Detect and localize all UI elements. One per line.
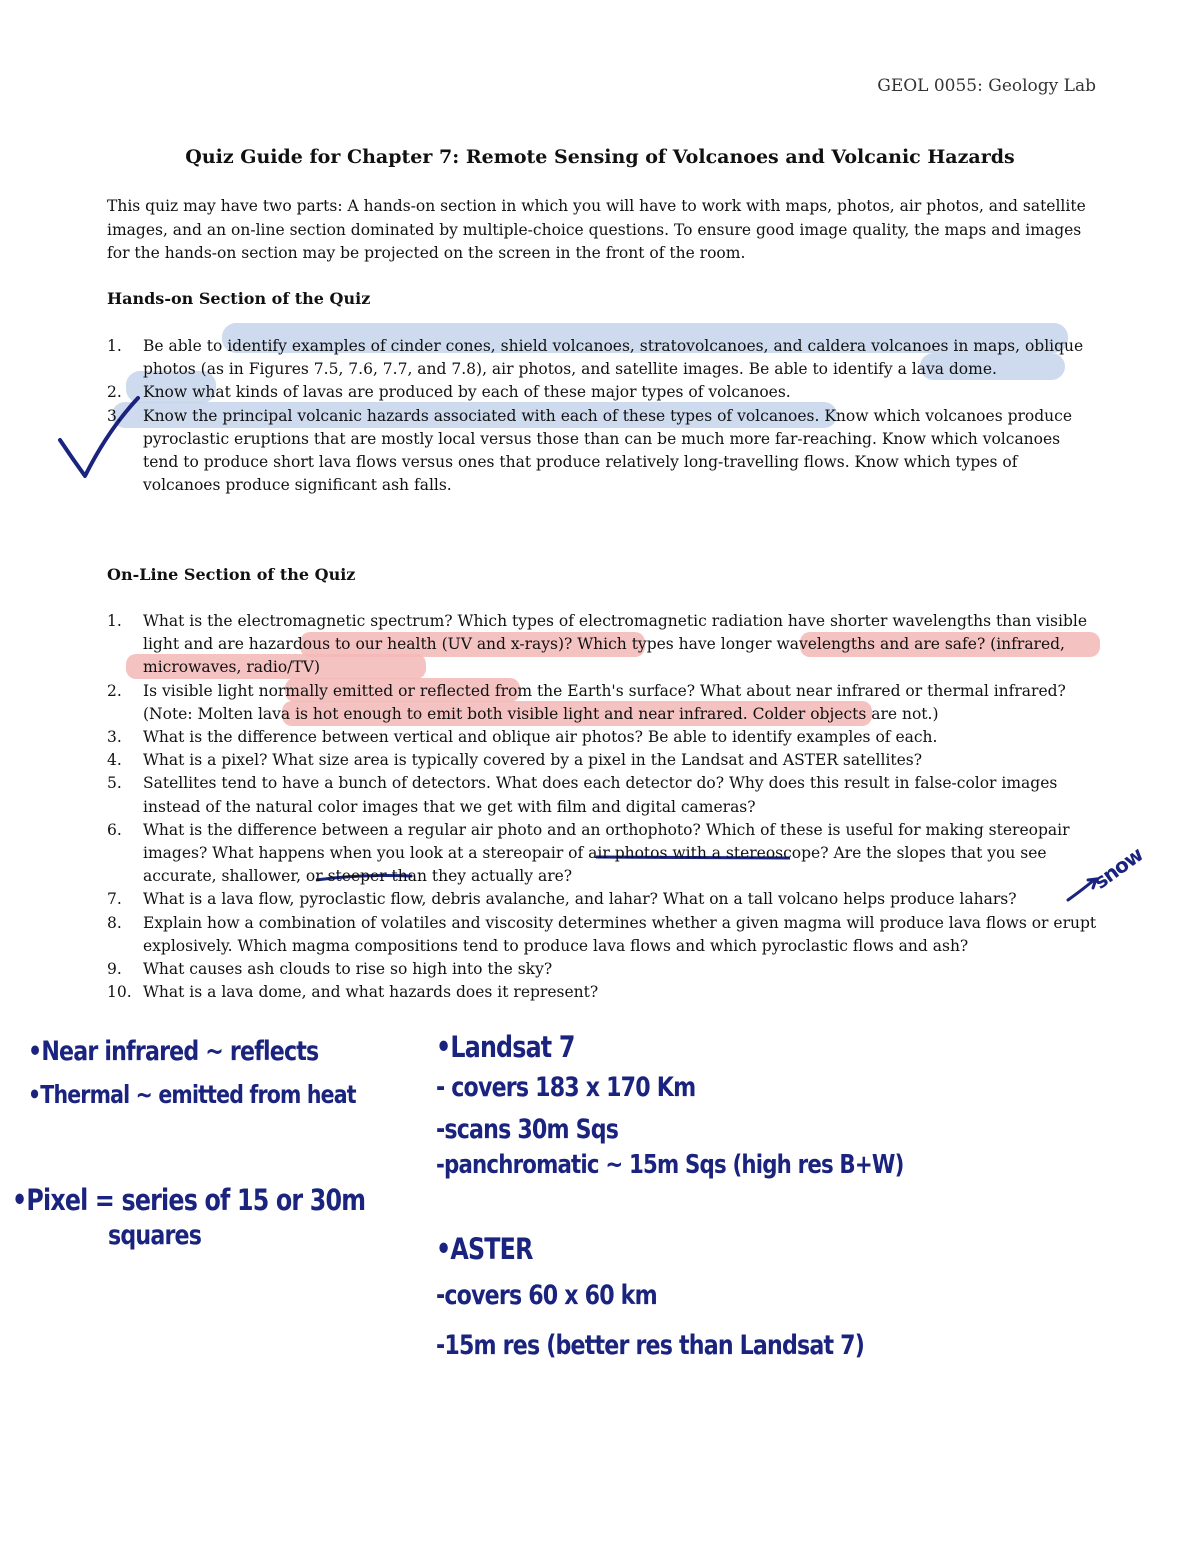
list-item <box>107 335 1097 381</box>
item-number: 7. <box>107 890 122 909</box>
handwritten-note: -covers 60 x 60 km <box>436 1280 657 1311</box>
online-list <box>107 610 1097 1004</box>
item-text: What causes ash clouds to rise so high into the sky? <box>143 960 553 979</box>
handwritten-note: •Landsat 7 <box>436 1030 575 1064</box>
item-number: 10. <box>107 983 132 1002</box>
handwritten-note: -scans 30m Sqs <box>436 1114 619 1145</box>
course-header: GEOL 0055: Geology Lab <box>877 76 1096 96</box>
list-item <box>107 958 1097 981</box>
handwritten-note: •Thermal ~ emitted from heat <box>28 1080 356 1109</box>
hands-on-list <box>107 335 1097 497</box>
section-heading-hands-on: Hands-on Section of the Quiz <box>107 289 371 308</box>
handwritten-note: - covers 183 x 170 Km <box>436 1072 696 1103</box>
handwritten-note: •ASTER <box>436 1232 533 1266</box>
list-item <box>107 912 1097 958</box>
list-item <box>107 680 1097 726</box>
item-text: What is the difference between a regular air photo and an orthophoto? Which of these is useful for making stereopair images? What happens when you look at a stereopair of air photos with a stereoscope? Are the slopes that you see accurate, shallower, or steeper than they actually are? <box>143 820 1070 886</box>
item-text: Know the principal volcanic hazards associated with each of these types of volcanoes. Know which volcanoes produce pyroclastic eruptions that are mostly local versus those than can be much more far-reaching. Know which volcanoes tend to produce short lava flows versus ones that produce relatively long-travelling flows. Know which types of volcanoes produce significant ash falls. <box>143 406 1072 495</box>
item-number: 5. <box>107 774 122 793</box>
item-number: 6. <box>107 820 122 839</box>
item-number: 2. <box>107 383 122 402</box>
item-text: What is the electromagnetic spectrum? Which types of electromagnetic radiation have shorter wavelengths than visible light and are hazardous to our health (UV and x-rays)? Which types have longer wavelengths and are safe? (infrared, microwaves, radio/TV) <box>143 612 1087 677</box>
list-item <box>107 819 1097 889</box>
list-item <box>107 610 1097 680</box>
item-text: Be able to identify examples of cinder cones, shield volcanoes, stratovolcanoes, and caldera volcanoes in maps, oblique photos (as in Figures 7.5, 7.6, 7.7, and 7.8), air photos, and satellite images. Be able to identify a lava dome. <box>143 337 1084 379</box>
item-text: Know what kinds of lavas are produced by each of these major types of volcanoes. <box>143 383 791 402</box>
item-text: Satellites tend to have a bunch of detectors. What does each detector do? Why does this result in false-color images instead of the natural color images that we get with film and digital cameras? <box>143 774 1058 816</box>
item-text: What is a lava flow, pyroclastic flow, debris avalanche, and lahar? What on a tall volcano helps produce lahars? <box>143 890 1017 909</box>
item-text: What is a pixel? What size area is typically covered by a pixel in the Landsat and ASTER satellites? <box>143 751 923 770</box>
handwritten-note: •Pixel = series of 15 or 30m <box>12 1183 366 1217</box>
handwritten-note: squares <box>108 1220 202 1251</box>
intro-paragraph: This quiz may have two parts: A hands-on section in which you will have to work with maps, photos, air photos, and satellite images, and an on-line section dominated by multiple-choice questions. To ensure good image quality, the maps and images for the hands-on section may be projected on the screen in the front of the room. <box>107 197 1086 262</box>
item-text: What is a lava dome, and what hazards does it represent? <box>143 983 599 1002</box>
handwritten-note: snow <box>1088 842 1148 894</box>
item-number: 2. <box>107 681 122 700</box>
list-item <box>107 888 1097 911</box>
page-title: Quiz Guide for Chapter 7: Remote Sensing of Volcanoes and Volcanic Hazards <box>185 146 1015 168</box>
item-number: 8. <box>107 913 122 932</box>
item-number: 4. <box>107 751 122 770</box>
list-item <box>107 981 1097 1004</box>
list-item <box>107 381 1097 404</box>
item-number: 1. <box>107 612 122 630</box>
item-text: Explain how a combination of volatiles and viscosity determines whether a given magma will produce lava flows or erupt explosively. Which magma compositions tend to produce lava flows and which pyroclastic flows and ash? <box>143 913 1097 955</box>
handwritten-note: -panchromatic ~ 15m Sqs (high res B+W) <box>436 1150 904 1180</box>
item-text: What is the difference between vertical and oblique air photos? Be able to identify examples of each. <box>143 728 938 747</box>
section-heading-online: On-Line Section of the Quiz <box>107 565 356 584</box>
list-item <box>107 772 1097 818</box>
item-number: 9. <box>107 960 122 979</box>
item-number: 3. <box>107 406 122 425</box>
handwritten-note: •Near infrared ~ reflects <box>28 1036 319 1067</box>
list-item <box>107 726 1097 749</box>
item-number: 3. <box>107 728 122 747</box>
list-item <box>107 405 1097 498</box>
list-item <box>107 749 1097 772</box>
handwritten-note: -15m res (better res than Landsat 7) <box>436 1330 865 1361</box>
item-number: 1. <box>107 337 122 355</box>
item-text: Is visible light normally emitted or reflected from the Earth's surface? What about near infrared or thermal infrared? (Note: Molten lava is hot enough to emit both visible light and near infrared. Colder objects are not.) <box>143 681 1066 723</box>
